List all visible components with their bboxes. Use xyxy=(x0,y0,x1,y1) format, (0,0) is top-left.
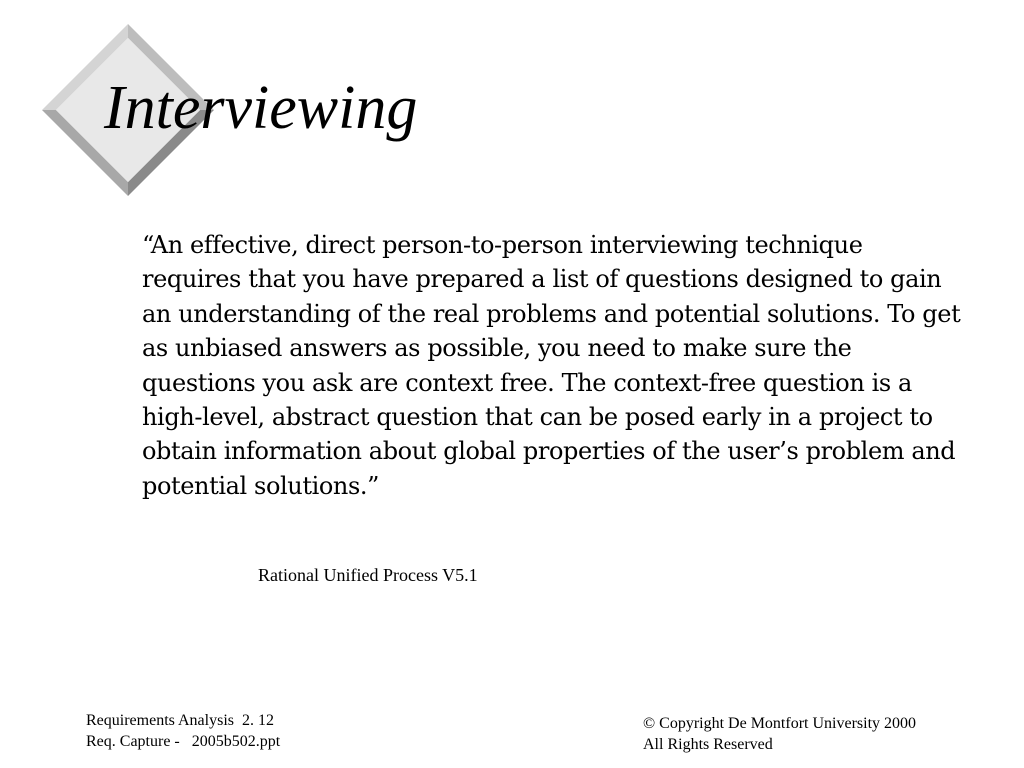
footer-copyright: © Copyright De Montfort University 2000 xyxy=(643,715,917,732)
quote-text: “An effective, direct person-to-person interviewing technique requires that you have prepared a list of questions designed to gain an understanding of the real problems and potential solutions. To get as unbiased answers as possible, you need to make sure the questions you ask are context free. The context-free question is a high-level, abstract question that can be posed early in a project to obtain information about global properties of the user’s problem and potential solutions.” xyxy=(142,231,961,500)
footer-file-label: Req. Capture - 2005b502.ppt xyxy=(86,733,281,750)
footer-rights: All Rights Reserved xyxy=(643,736,773,753)
footer-right xyxy=(643,713,916,755)
footer-course-label: Requirements Analysis 2. 12 xyxy=(86,712,274,729)
slide-title: Interviewing xyxy=(104,74,418,142)
quote-source: Rational Unified Process V5.1 xyxy=(258,565,478,585)
footer-left xyxy=(86,710,280,752)
